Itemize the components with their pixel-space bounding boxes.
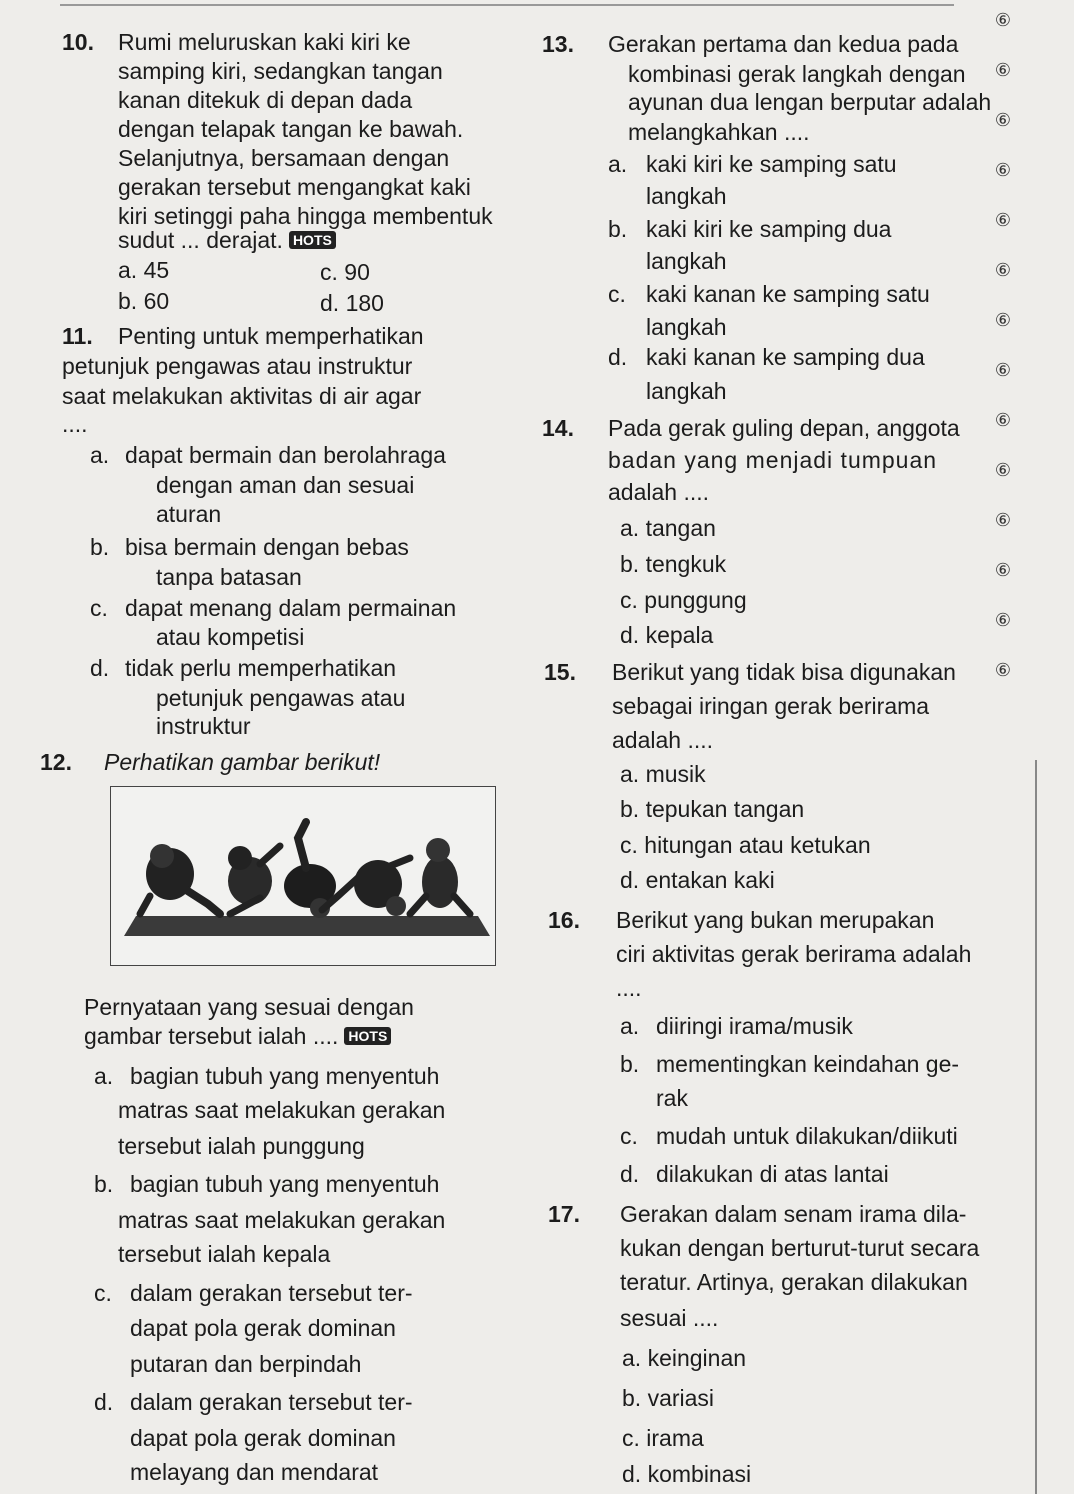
q16-option-a-text[interactable]: diiringi irama/musik (656, 1013, 853, 1039)
q10-line: Rumi meluruskan kaki kiri ke (118, 29, 411, 55)
q11-option-b-label[interactable]: b. (90, 534, 110, 560)
q10-line: kanan ditekuk di depan dada (118, 87, 413, 113)
q17-line: Gerakan dalam senam irama dila- (620, 1201, 967, 1227)
q15-option-c[interactable]: c. hitungan atau ketukan (620, 832, 871, 858)
q14-number: 14. (542, 415, 574, 441)
q10-line: gerakan tersebut mengangkat kaki (118, 174, 471, 200)
q13-option-b-text[interactable]: langkah (646, 248, 727, 274)
q13-option-a-text[interactable]: kaki kiri ke samping satu (646, 151, 897, 177)
q11-option-d-text[interactable]: instruktur (156, 713, 251, 739)
spiral-ring-icon: ⑥ (994, 410, 1012, 430)
q12-number: 12. (40, 749, 72, 775)
q17-line: teratur. Artinya, gerakan dilakukan (620, 1269, 968, 1295)
q13-option-a-label[interactable]: a. (608, 151, 628, 177)
q10-number: 10. (62, 29, 94, 55)
q16-line: Berikut yang bukan merupakan (616, 907, 935, 933)
q12-option-b-text[interactable]: matras saat melakukan gerakan (118, 1207, 446, 1233)
q12-option-a-text[interactable]: bagian tubuh yang menyentuh (130, 1063, 440, 1089)
q12-option-a-label[interactable]: a. (94, 1063, 114, 1089)
q17-option-b[interactable]: b. variasi (622, 1385, 715, 1411)
spiral-ring-icon: ⑥ (994, 560, 1012, 580)
q13-number: 13. (542, 31, 574, 57)
q10-option-c[interactable]: c. 90 (320, 259, 370, 285)
q11-option-d-text[interactable]: petunjuk pengawas atau (156, 685, 406, 711)
q13-line: kombinasi gerak langkah dengan (628, 61, 966, 87)
q11-option-c-text[interactable]: atau kompetisi (156, 624, 305, 650)
q11-option-d-label[interactable]: d. (90, 655, 110, 681)
spiral-ring-icon: ⑥ (994, 160, 1012, 180)
q12-line: Pernyataan yang sesuai dengan (84, 994, 414, 1020)
q15-number: 15. (544, 659, 576, 685)
q15-option-b[interactable]: b. tepukan tangan (620, 796, 805, 822)
q14-line: badan yang menjadi tumpuan (608, 447, 938, 473)
q12-option-b-text[interactable]: tersebut ialah kepala (118, 1241, 331, 1267)
q13-option-d-text[interactable]: kaki kanan ke samping dua (646, 344, 925, 370)
q12-option-d-label[interactable]: d. (94, 1389, 114, 1415)
q16-number: 16. (548, 907, 580, 933)
q14-line: adalah .... (608, 479, 710, 505)
q11-line: saat melakukan aktivitas di air agar (62, 383, 422, 409)
exercise-mat (124, 916, 490, 936)
q17-option-a[interactable]: a. keinginan (622, 1345, 747, 1371)
q10-option-a[interactable]: a. 45 (118, 257, 170, 283)
q12-line-text: gambar tersebut ialah .... (84, 1023, 339, 1049)
q14-option-a[interactable]: a. tangan (620, 515, 716, 541)
q15-option-d[interactable]: d. entakan kaki (620, 867, 775, 893)
q12-option-c-text[interactable]: dapat pola gerak dominan (130, 1315, 396, 1341)
spiral-ring-icon: ⑥ (994, 110, 1012, 130)
q16-option-b-text[interactable]: mementingkan keindahan ge- (656, 1051, 960, 1077)
q14-line: Pada gerak guling depan, anggota (608, 415, 960, 441)
q12-option-b-label[interactable]: b. (94, 1171, 114, 1197)
q11-number: 11. (62, 323, 93, 349)
spiral-ring-icon: ⑥ (994, 660, 1012, 680)
rolling-exercise-figure (110, 786, 496, 966)
q11-option-b-text[interactable]: bisa bermain dengan bebas (125, 534, 409, 560)
q15-line: sebagai iringan gerak berirama (612, 693, 930, 719)
q10-line: kiri setinggi paha hingga membentuk (118, 203, 493, 229)
spiral-binding-decoration (988, 0, 1018, 680)
q13-line: ayunan dua lengan berputar adalah (628, 89, 992, 115)
hots-badge: HOTS (289, 231, 336, 249)
q15-option-a[interactable]: a. musik (620, 761, 706, 787)
q11-line: Penting untuk memperhatikan (118, 323, 424, 349)
q17-number: 17. (548, 1201, 580, 1227)
q11-option-a-text[interactable]: dapat bermain dan berolahraga (125, 442, 446, 468)
q17-line: kukan dengan berturut-turut secara (620, 1235, 980, 1261)
spiral-ring-icon: ⑥ (994, 210, 1012, 230)
q10-line-text: sudut ... derajat. (118, 227, 283, 253)
q11-option-a-text[interactable]: aturan (156, 501, 222, 527)
spiral-ring-icon: ⑥ (994, 610, 1012, 630)
q14-option-c[interactable]: c. punggung (620, 587, 747, 613)
q16-option-d-text[interactable]: dilakukan di atas lantai (656, 1161, 889, 1187)
q16-option-b-label[interactable]: b. (620, 1051, 640, 1077)
q11-option-d-text[interactable]: tidak perlu memperhatikan (125, 655, 397, 681)
q11-line: petunjuk pengawas atau instruktur (62, 353, 413, 379)
spiral-ring-icon: ⑥ (994, 260, 1012, 280)
q13-option-c-label[interactable]: c. (608, 281, 626, 307)
spiral-ring-icon: ⑥ (994, 10, 1012, 30)
hots-badge: HOTS (344, 1027, 391, 1045)
q12-line-last (84, 1022, 391, 1050)
spiral-ring-icon: ⑥ (994, 460, 1012, 480)
top-border (60, 4, 954, 6)
q12-intro: Perhatikan gambar berikut! (104, 749, 381, 775)
q12-option-a-text[interactable]: tersebut ialah punggung (118, 1133, 365, 1159)
q13-option-b-text[interactable]: kaki kiri ke samping dua (646, 216, 892, 242)
q12-option-d-text[interactable]: melayang dan mendarat (130, 1459, 379, 1485)
q10-option-d[interactable]: d. 180 (320, 290, 384, 316)
q13-option-a-text[interactable]: langkah (646, 183, 727, 209)
q15-line: Berikut yang tidak bisa digunakan (612, 659, 956, 685)
q14-option-b[interactable]: b. tengkuk (620, 551, 727, 577)
spiral-ring-icon: ⑥ (994, 510, 1012, 530)
q10-line: dengan telapak tangan ke bawah. (118, 116, 464, 142)
q16-option-b-text[interactable]: rak (656, 1085, 688, 1111)
q11-line: .... (62, 411, 88, 437)
q11-option-b-text[interactable]: tanpa batasan (156, 564, 302, 590)
q16-line: ciri aktivitas gerak berirama adalah (616, 941, 972, 967)
q16-option-d-label[interactable]: d. (620, 1161, 640, 1187)
right-margin-rule (1035, 760, 1037, 1494)
spiral-ring-icon: ⑥ (994, 60, 1012, 80)
q11-option-a-label[interactable]: a. (90, 442, 110, 468)
spiral-ring-icon: ⑥ (994, 360, 1012, 380)
q10-line: Selanjutnya, bersamaan dengan (118, 145, 450, 171)
q16-line: .... (616, 975, 642, 1001)
q12-option-d-text[interactable]: dapat pola gerak dominan (130, 1425, 396, 1451)
q10-line: samping kiri, sedangkan tangan (118, 58, 443, 84)
q11-option-c-text[interactable]: dapat menang dalam permainan (125, 595, 457, 621)
q11-option-c-label[interactable]: c. (90, 595, 108, 621)
q13-option-d-label[interactable]: d. (608, 344, 628, 370)
q12-option-c-label[interactable]: c. (94, 1280, 112, 1306)
q12-option-c-text[interactable]: dalam gerakan tersebut ter- (130, 1280, 413, 1306)
q13-option-c-text[interactable]: kaki kanan ke samping satu (646, 281, 930, 307)
spiral-ring-icon: ⑥ (994, 310, 1012, 330)
q16-option-c-text[interactable]: mudah untuk dilakukan/diikuti (656, 1123, 958, 1149)
q10-option-b[interactable]: b. 60 (118, 288, 170, 314)
q16-option-a-label[interactable]: a. (620, 1013, 640, 1039)
q13-option-b-label[interactable]: b. (608, 216, 628, 242)
q13-option-d-text[interactable]: langkah (646, 378, 727, 404)
q12-option-a-text[interactable]: matras saat melakukan gerakan (118, 1097, 446, 1123)
q15-line: adalah .... (612, 727, 714, 753)
q10-line-last (118, 226, 336, 254)
q11-option-a-text[interactable]: dengan aman dan sesuai (156, 472, 415, 498)
q12-option-d-text[interactable]: dalam gerakan tersebut ter- (130, 1389, 413, 1415)
q13-option-c-text[interactable]: langkah (646, 314, 727, 340)
q14-option-d[interactable]: d. kepala (620, 622, 714, 648)
q12-option-c-text[interactable]: putaran dan berpindah (130, 1351, 362, 1377)
q17-option-d[interactable]: d. kombinasi (622, 1461, 752, 1487)
q16-option-c-label[interactable]: c. (620, 1123, 638, 1149)
q13-line: melangkahkan .... (628, 119, 810, 145)
q17-line: sesuai .... (620, 1305, 719, 1331)
q17-option-c[interactable]: c. irama (622, 1425, 704, 1451)
q13-line: Gerakan pertama dan kedua pada (608, 31, 959, 57)
q12-option-b-text[interactable]: bagian tubuh yang menyentuh (130, 1171, 440, 1197)
